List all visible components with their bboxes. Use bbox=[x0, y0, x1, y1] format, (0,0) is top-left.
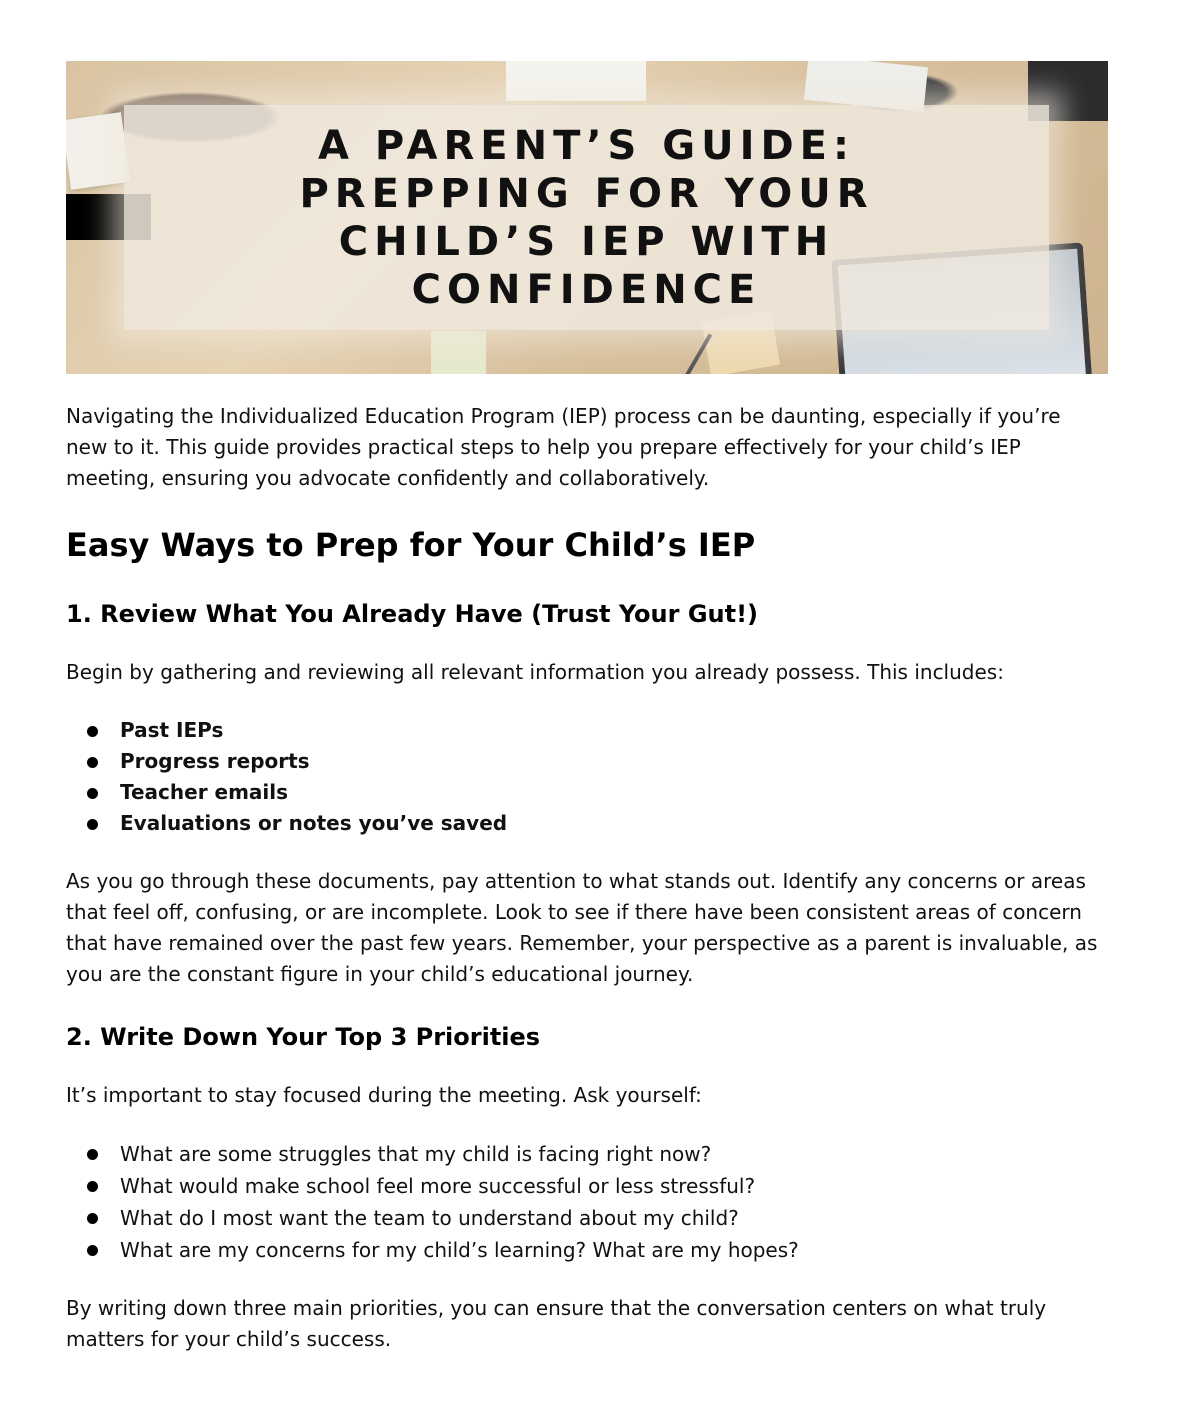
list-item: What would make school feel more successful or less stressful? bbox=[66, 1170, 1108, 1202]
intro-paragraph: Navigating the Individualized Education Program (IEP) process can be daunting, especially if you’re new to it. This guide provides practical steps to help you prepare effectively for your child’s IEP meeting, ensuring you advocate confidently and collaboratively. bbox=[66, 404, 1061, 490]
step1-lead: Begin by gathering and reviewing all relevant information you already possess. This includes: bbox=[66, 660, 1004, 684]
list-item: Teacher emails bbox=[66, 777, 1108, 808]
step2-list bbox=[66, 1138, 1108, 1266]
step2-title: 2. Write Down Your Top 3 Priorities bbox=[66, 1023, 541, 1051]
step1-title: 1. Review What You Already Have (Trust Your Gut!) bbox=[66, 600, 758, 628]
hero-title: A PARENT’S GUIDE: PREPPING FOR YOUR CHILD’S IEP WITH CONFIDENCE bbox=[299, 122, 874, 313]
step1-body: As you go through these documents, pay attention to what stands out. Identify any concerns or areas that feel off, confusing, or are incomplete. Look to see if there have been consistent areas of concern that have remained over the past few years. Remember, your perspective as a parent is invaluable, as you are the constant figure in your child’s educational journey. bbox=[66, 869, 1098, 986]
hero-title-box bbox=[124, 105, 1049, 330]
hero-banner bbox=[66, 61, 1108, 374]
step1-list bbox=[66, 715, 1108, 839]
desk-photo-paper bbox=[66, 112, 131, 190]
list-item: What do I most want the team to understand about my child? bbox=[66, 1202, 1108, 1234]
list-item: Evaluations or notes you’ve saved bbox=[66, 808, 1108, 839]
step2-lead: It’s important to stay focused during the meeting. Ask yourself: bbox=[66, 1083, 702, 1107]
section-heading: Easy Ways to Prep for Your Child’s IEP bbox=[66, 526, 756, 564]
document-page bbox=[66, 61, 1108, 1355]
step2-body: By writing down three main priorities, you can ensure that the conversation centers on what truly matters for your child’s success. bbox=[66, 1296, 1047, 1351]
list-item: Progress reports bbox=[66, 746, 1108, 777]
list-item: What are my concerns for my child’s learning? What are my hopes? bbox=[66, 1234, 1108, 1266]
list-item: What are some struggles that my child is facing right now? bbox=[66, 1138, 1108, 1170]
desk-photo-paper bbox=[506, 61, 646, 101]
list-item: Past IEPs bbox=[66, 715, 1108, 746]
desk-photo-sticky-note bbox=[431, 331, 486, 374]
